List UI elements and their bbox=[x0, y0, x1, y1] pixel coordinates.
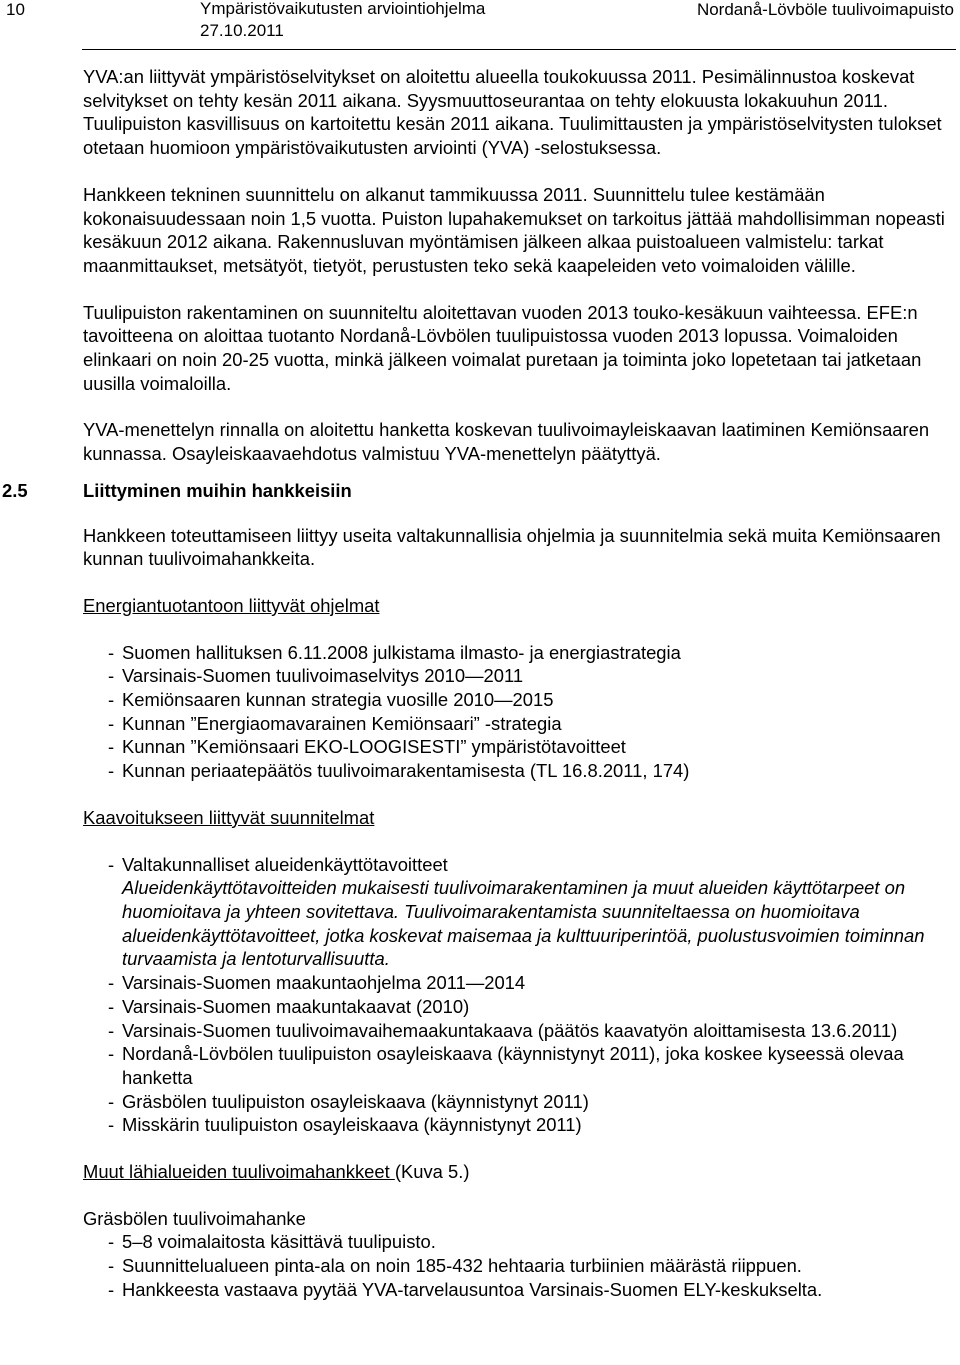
list-item: - Nordanå-Lövbölen tuulipuiston osayleiskaava (käynnistynyt 2011), joka koskee kyseessä olevaa hanketta bbox=[108, 1042, 953, 1089]
list-item: - Suunnittelualueen pinta-ala on noin 185-432 hehtaaria turbiinien määrästä riippuen. bbox=[108, 1254, 953, 1278]
page-number: 10 bbox=[6, 0, 25, 19]
project-name: Nordanå-Lövböle tuulivoimapuisto bbox=[696, 0, 954, 19]
list-item: - Hankkeesta vastaava pyytää YVA-tarvelausuntoa Varsinais-Suomen ELY-keskukselta. bbox=[108, 1278, 953, 1302]
section-number: 2.5 bbox=[2, 479, 28, 501]
nearby-projects-heading: Muut lähialueiden tuulivoimahankkeet bbox=[83, 1161, 395, 1183]
list-item: - Gräsbölen tuulipuiston osayleiskaava (käynnistynyt 2011) bbox=[108, 1090, 953, 1114]
page-body bbox=[2, 65, 953, 1325]
section-intro: Hankkeen toteuttamiseen liittyy useita valtakunnallisia ohjelmia ja suunnitelmia sekä muita Kemiönsaaren kunnan tuulivoimahankkeita. bbox=[83, 524, 941, 570]
grasbole-project-list bbox=[83, 1230, 953, 1301]
list-item: - Kemiönsaaren kunnan strategia vuosille 2010—2015 bbox=[108, 688, 953, 712]
header-divider bbox=[82, 49, 956, 50]
paragraph-master-plan: YVA-menettelyn rinnalla on aloitettu hanketta koskevan tuulivoimayleiskaavan laatiminen Kemiönsaaren kunnassa. Osayleiskaavaehdotus valmistuu YVA-menettelyn päätyttyä. bbox=[83, 419, 930, 465]
document-title: Ympäristövaikutusten arviointiohjelma bbox=[200, 0, 486, 18]
list-item: - Varsinais-Suomen tuulivoimaselvitys 2010—2011 bbox=[108, 664, 953, 688]
list-item-title: Valtakunnalliset alueidenkäyttötavoitteet bbox=[122, 853, 448, 875]
list-item: - Misskärin tuulipuiston osayleiskaava (käynnistynyt 2011) bbox=[108, 1113, 953, 1137]
list-item: - Varsinais-Suomen tuulivoimavaihemaakuntakaava (päätös kaavatyön aloittamisesta 13.6.2011) bbox=[108, 1019, 953, 1043]
document-date: 27.10.2011 bbox=[200, 21, 284, 40]
zoning-plans-heading: Kaavoitukseen liittyvät suunnitelmat bbox=[83, 806, 375, 828]
energy-programs-heading: Energiantuotantoon liittyvät ohjelmat bbox=[83, 594, 380, 616]
section-title: Liittyminen muihin hankkeisiin bbox=[83, 479, 352, 501]
list-item bbox=[108, 853, 953, 972]
page-header bbox=[0, 0, 960, 46]
paragraph-construction-schedule: Tuulipuiston rakentaminen on suunniteltu aloitettavan vuoden 2013 touko-kesäkuun vaihteessa. EFE:n tavoitteena on aloittaa tuotanto Nordanå-Lövbölen tuulipuistossa vuoden 2013 lopussa. Voimaloiden elinkaari on noin 20-25 vuotta, minkä jälkeen voimalat puretaan ja toiminta joko lopetetaan tai jatketaan uusilla voimaloilla. bbox=[83, 301, 922, 394]
nearby-projects-heading-line bbox=[83, 1160, 953, 1184]
list-item: - Kunnan ”Energiaomavarainen Kemiönsaari” -strategia bbox=[108, 712, 953, 736]
list-item: - Kunnan ”Kemiönsaari EKO-LOOGISESTI” ympäristötavoitteet bbox=[108, 735, 953, 759]
list-item-note: Alueidenkäyttötavoitteiden mukaisesti tuulivoimarakentaminen ja muut alueiden käyttötarpeet on huomioitava ja yhteen sovitettava. Tuulivoimarakentamista suunniteltaessa on huomioitava alueidenkäyttötavoitteet, jotka koskevat maisemaa ja kulttuuriperintöä, puolustusvoimien toiminnan turvaamista ja lentoturvallisuutta. bbox=[122, 877, 925, 970]
list-item: - Varsinais-Suomen maakuntakaavat (2010) bbox=[108, 995, 953, 1019]
list-item: - Varsinais-Suomen maakuntaohjelma 2011—2014 bbox=[108, 971, 953, 995]
figure-reference: (Kuva 5.) bbox=[394, 1161, 470, 1183]
document-title-block bbox=[200, 0, 485, 42]
list-item: - Suomen hallituksen 6.11.2008 julkistama ilmasto- ja energiastrategia bbox=[108, 641, 953, 665]
section-heading bbox=[2, 479, 953, 503]
project-name-grasbole: Gräsbölen tuulivoimahanke bbox=[83, 1207, 306, 1229]
paragraph-technical-planning: Hankkeen tekninen suunnittelu on alkanut tammikuussa 2011. Suunnittelu tulee kestämään kokonaisuudessaan noin 1,5 vuotta. Puiston lupahakemukset on tarkoitus jättää mahdollisimman nopeasti kesäkuun 2012 aikana. Rakennusluvan myöntämisen jälkeen alkaa puistoalueen valmistelu: tarkat maanmittaukset, metsätyöt, tietyöt, perustusten teko sekä kaapeleiden veto voimaloiden välille. bbox=[83, 183, 945, 276]
zoning-plans-list bbox=[83, 853, 953, 1137]
paragraph-environmental-surveys: YVA:an liittyvät ympäristöselvitykset on aloitettu alueella toukokuussa 2011. Pesimälinnustoa koskevat selvitykset on tehty kesän 2011 aikana. Syysmuuttoseurantaa on tehty elokuusta lokakuuhun 2011. Tuulipuiston kasvillisuus on kartoitettu kesän 2011 aikana. Tuulimittausten ja ympäristöselvitysten tulokset otetaan huomioon ympäristövaikutusten arviointi (YVA) -selostuksessa. bbox=[83, 66, 942, 159]
list-item: - 5–8 voimalaitosta käsittävä tuulipuisto. bbox=[108, 1230, 953, 1254]
list-item: - Kunnan periaatepäätös tuulivoimarakentamisesta (TL 16.8.2011, 174) bbox=[108, 759, 953, 783]
energy-programs-list bbox=[83, 641, 953, 783]
